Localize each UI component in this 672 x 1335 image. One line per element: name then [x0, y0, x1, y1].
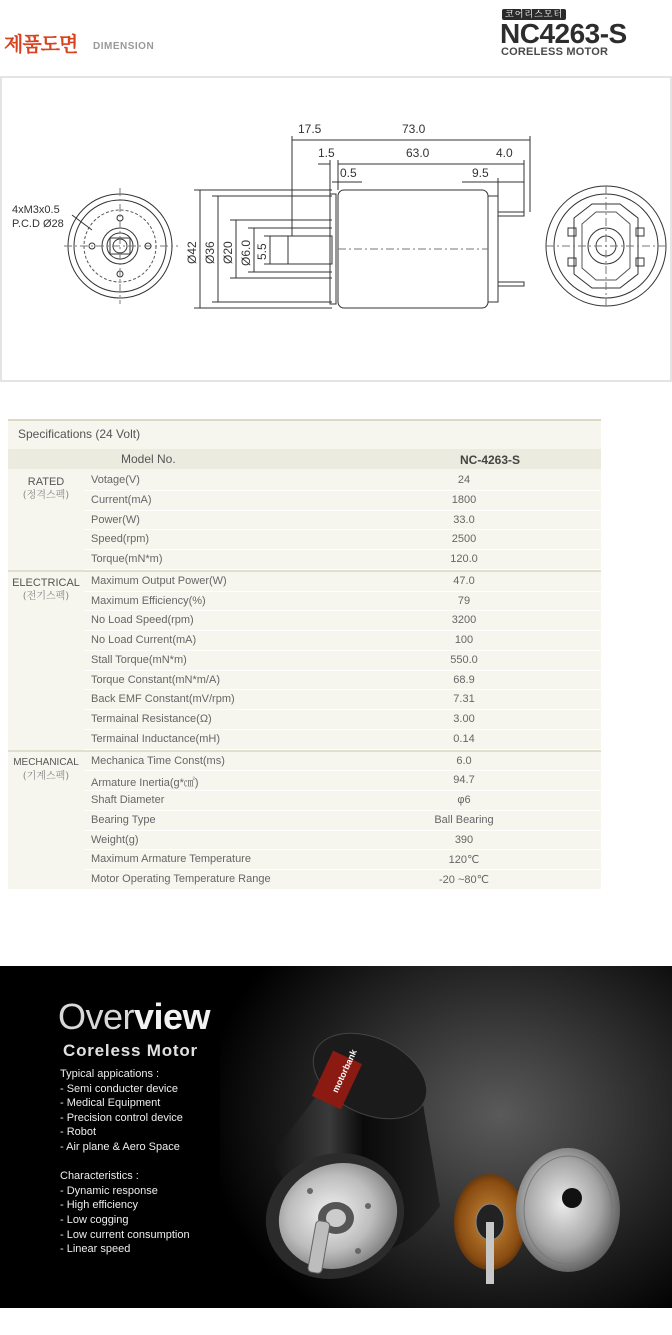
spec-value: 47.0 [453, 574, 475, 587]
spec-value: 3.00 [453, 713, 475, 725]
spec-value: 120.0 [450, 553, 478, 565]
list-item: - Dynamic response [60, 1184, 158, 1197]
spec-value: 24 [457, 474, 471, 486]
section-title: 제품도면 [4, 32, 78, 56]
table-row [84, 671, 601, 691]
spec-group-name: MECHANICAL [13, 756, 79, 768]
mount-hole-icon [365, 1203, 371, 1209]
spec-label: No Load Speed(rpm) [91, 614, 194, 627]
spec-group-sub: (기계스펙) [22, 770, 70, 782]
dim-dia-6: Ø6.0 [239, 239, 253, 266]
spec-value: 100 [454, 634, 474, 646]
header-model-value: NC-4263-S [460, 453, 521, 467]
spec-value: 2500 [451, 533, 477, 546]
characteristics-title: Characteristics : [60, 1170, 139, 1183]
dim-dia-42: Ø42 [185, 241, 199, 264]
list-item: - Precision control device [60, 1111, 183, 1124]
list-item: - Low current consumption [60, 1228, 190, 1241]
spec-group-label [8, 576, 84, 604]
model-title: NC4263-S [500, 18, 627, 49]
section-subtitle: DIMENSION [93, 41, 155, 52]
table-row [84, 752, 601, 772]
spec-label: Maximum Output Power(W) [91, 574, 227, 587]
spec-label: Termainal Resistance(Ω) [91, 713, 212, 725]
stator-hole [562, 1188, 582, 1208]
table-row [84, 550, 601, 570]
spec-value: -20 ~80℃ [439, 874, 489, 886]
table-row [84, 850, 601, 870]
spec-label: Power(W) [91, 513, 140, 526]
dim-5-5: 5.5 [255, 243, 269, 260]
dimension-drawing [0, 76, 672, 382]
spec-label: Current(mA) [91, 493, 152, 506]
rotor-shaft [486, 1222, 494, 1284]
screw-spec: 4xM3x0.5 [12, 204, 60, 216]
table-row [84, 690, 601, 710]
header-model-no: Model No. [121, 452, 176, 466]
spec-value: 0.14 [453, 732, 475, 745]
table-row [84, 491, 601, 511]
spec-value: 3200 [451, 614, 477, 627]
spec-label: Motor Operating Temperature Range [91, 873, 271, 885]
dim-dia-36: Ø36 [203, 241, 217, 264]
spec-label: Weight(g) [91, 833, 139, 846]
list-item: - Robot [60, 1126, 97, 1139]
spec-label: Maximum Efficiency(%) [91, 594, 206, 607]
spec-label: Maximum Armature Temperature [91, 853, 251, 866]
overview-subtitle: Coreless Motor [63, 1041, 198, 1060]
table-row [84, 870, 601, 890]
table-row [84, 530, 601, 550]
table-row [84, 511, 601, 531]
dim-dia-20: Ø20 [221, 241, 235, 264]
spec-value: 1800 [451, 493, 477, 506]
list-item: - Linear speed [60, 1243, 131, 1256]
list-item: - Air plane & Aero Space [60, 1140, 180, 1153]
applications-title: Typical appications : [60, 1068, 160, 1080]
spec-label: Torque(mN*m) [91, 553, 163, 565]
table-row [84, 631, 601, 651]
stator-silver [516, 1148, 620, 1272]
spec-value: 33.0 [453, 513, 475, 526]
table-row [84, 471, 601, 491]
dim-73: 73.0 [402, 122, 426, 136]
spec-group-sub: (정격스펙) [22, 490, 70, 501]
spec-group [8, 572, 601, 750]
overview-title-light: Over [58, 996, 135, 1037]
front-view [64, 188, 178, 304]
overview-list [60, 1067, 190, 1257]
dim-1-5: 1.5 [318, 146, 335, 160]
model-subtitle: CORELESS MOTOR [501, 46, 609, 58]
list-gap [60, 1155, 190, 1170]
table-row [84, 771, 601, 791]
spec-group-name: RATED [27, 476, 65, 488]
spec-value: 94.7 [453, 774, 475, 787]
spec-group [8, 471, 601, 570]
table-row [84, 611, 601, 631]
brand-tag: 코어리스모터 [502, 9, 566, 20]
list-item: - High efficiency [60, 1199, 139, 1212]
spec-value: Ball Bearing [434, 813, 494, 826]
spec-header-row [8, 449, 601, 469]
dim-4: 4.0 [496, 146, 513, 160]
table-row [84, 592, 601, 612]
spec-group-sub: (전기스펙) [22, 590, 70, 602]
spec-value: 79 [457, 594, 471, 607]
pcd-spec: P.C.D Ø28 [12, 218, 64, 230]
spec-value: 550.0 [450, 653, 478, 666]
rear-view [546, 186, 666, 306]
spec-group-label [8, 756, 84, 784]
table-row [84, 651, 601, 671]
technical-drawing [2, 78, 670, 380]
table-row [84, 710, 601, 730]
side-view [194, 136, 530, 308]
spec-group [8, 752, 601, 890]
spec-value: 390 [454, 833, 474, 846]
dim-17-5: 17.5 [298, 122, 322, 136]
spec-label: Armature Inertia(g*㎠) [91, 777, 199, 790]
list-item: - Low cogging [60, 1213, 129, 1226]
overview-title [58, 996, 210, 1038]
spec-label: Termainal Inductance(mH) [91, 732, 220, 745]
list-item: - Medical Equipment [60, 1097, 161, 1110]
mount-hole-icon [355, 1248, 361, 1254]
spec-table [8, 419, 601, 889]
spec-label: Back EMF Constant(mV/rpm) [91, 693, 235, 706]
spec-value: 120℃ [448, 854, 480, 867]
spec-value: 7.31 [453, 693, 475, 706]
spec-title: Specifications (24 Volt) [18, 427, 141, 441]
overview-section [0, 966, 672, 1308]
spec-group-name: ELECTRICAL [12, 576, 80, 589]
overview-title-bold: view [134, 996, 211, 1037]
spec-label: No Load Current(mA) [91, 634, 197, 646]
dim-0-5: 0.5 [340, 166, 357, 180]
motor-label-text: motorbank [330, 1047, 359, 1095]
spec-value: 6.0 [456, 754, 472, 767]
page-header [0, 0, 672, 70]
table-row [84, 811, 601, 831]
spec-label: Stall Torque(mN*m) [91, 653, 187, 666]
spec-label: Torque Constant(mN*m/A) [91, 673, 220, 686]
dim-9-5: 9.5 [472, 166, 489, 180]
spec-label: Votage(V) [91, 474, 140, 486]
mount-hole-icon [307, 1188, 313, 1194]
table-row [84, 572, 601, 592]
table-row [84, 730, 601, 750]
spec-label: Shaft Diameter [91, 794, 165, 806]
spec-value: φ6 [457, 794, 471, 806]
dim-63: 63.0 [406, 146, 430, 160]
list-item: - Semi conducter device [60, 1082, 178, 1095]
spec-label: Mechanica Time Const(ms) [91, 754, 225, 767]
table-row [84, 791, 601, 811]
spec-group-label [8, 475, 84, 503]
spec-value: 68.9 [453, 673, 475, 686]
spec-body [8, 471, 601, 890]
spec-label: Bearing Type [91, 813, 156, 826]
table-row [84, 831, 601, 851]
spec-label: Speed(rpm) [91, 533, 150, 546]
motor-photo [250, 1026, 670, 1308]
